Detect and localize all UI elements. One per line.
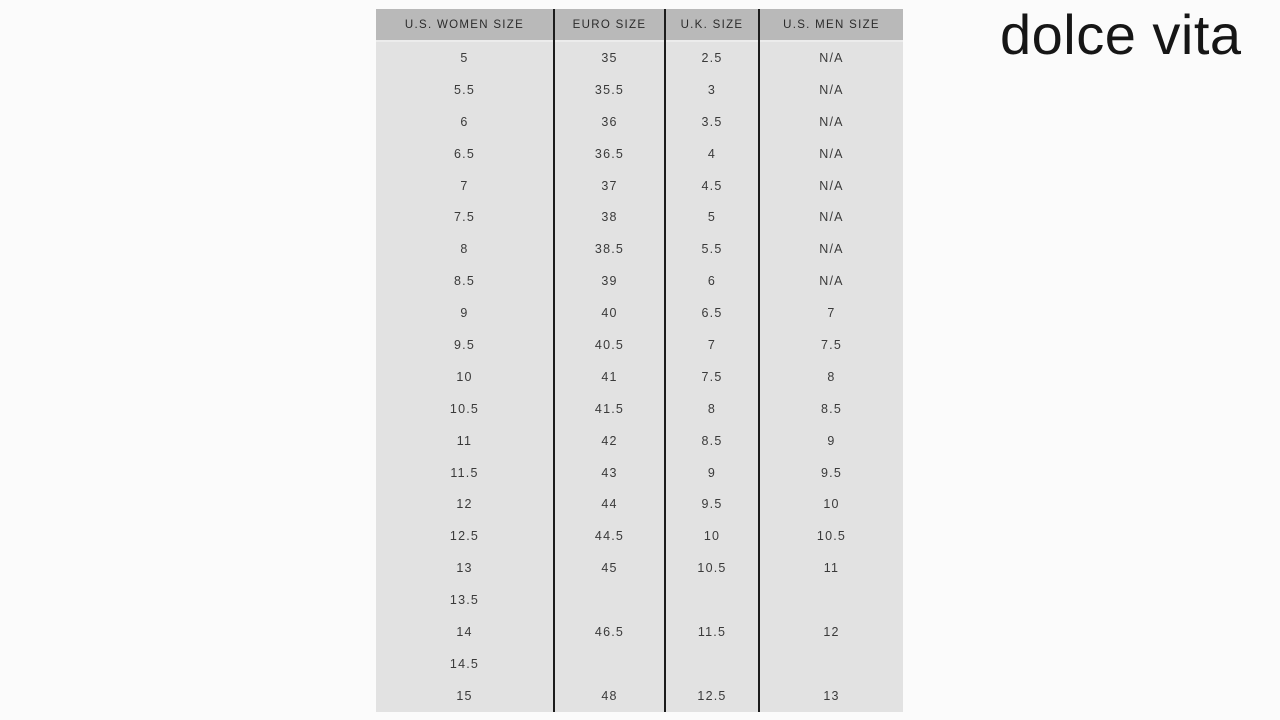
table-cell xyxy=(760,584,903,616)
table-cell xyxy=(555,648,664,680)
table-cell: 13.5 xyxy=(449,593,480,608)
table-cell: 41.5 xyxy=(594,401,625,416)
table-cell: 3 xyxy=(707,82,717,97)
table-cell: 10 xyxy=(823,497,840,512)
table-cell: 6 xyxy=(707,274,717,289)
table-cell: 10.5 xyxy=(816,529,847,544)
table-cell: 5.5 xyxy=(701,242,723,257)
table-cell: 10 xyxy=(703,529,721,544)
table-cell: 44 xyxy=(601,497,618,512)
column-header-euro-size: EURO SIZE xyxy=(555,9,664,42)
table-cell: N/A xyxy=(819,242,844,257)
table-cell: 6.5 xyxy=(454,146,475,161)
table-cell: 48 xyxy=(601,688,618,703)
table-cell: 4.5 xyxy=(701,178,723,193)
table-cell: 14.5 xyxy=(449,656,480,671)
table-cell: 10.5 xyxy=(449,401,480,416)
size-conversion-table xyxy=(376,9,903,712)
column-cells-us-women-size xyxy=(376,42,553,712)
table-cell: 8.5 xyxy=(454,274,475,289)
brand-logo: dolce vita xyxy=(1000,3,1242,66)
table-cell: 38 xyxy=(601,210,618,225)
table-cell: 7.5 xyxy=(701,369,723,384)
table-cell: 38.5 xyxy=(594,242,625,257)
table-cell: N/A xyxy=(819,210,844,225)
column-cells-us-men-size xyxy=(760,42,903,712)
table-cell: 14 xyxy=(456,624,473,639)
column-header-us-women-size: U.S. WOMEN SIZE xyxy=(376,9,553,42)
table-cell: 5.5 xyxy=(454,82,475,97)
table-cell: 36 xyxy=(601,114,618,129)
table-cell: 4 xyxy=(707,146,717,161)
table-cell: 37 xyxy=(601,178,618,193)
table-cell: 7 xyxy=(827,306,836,321)
table-cell: 5 xyxy=(460,50,469,65)
table-cell: 8.5 xyxy=(821,401,842,416)
table-cell: 8.5 xyxy=(701,433,723,448)
table-cell: 11.5 xyxy=(450,465,479,480)
table-cell: 35 xyxy=(601,50,618,65)
table-cell: 5 xyxy=(707,210,717,225)
table-cell: 12.5 xyxy=(697,688,727,703)
table-cell: 35.5 xyxy=(594,82,625,97)
table-cell: 12.5 xyxy=(449,529,480,544)
table-cell: 3.5 xyxy=(701,114,723,129)
table-cell: 40.5 xyxy=(594,337,625,352)
table-cell: N/A xyxy=(819,114,844,129)
table-cell: 9.5 xyxy=(454,337,475,352)
table-cell: 42 xyxy=(601,433,618,448)
column-header-us-men-size: U.S. MEN SIZE xyxy=(760,9,903,42)
table-cell xyxy=(555,584,664,616)
table-cell: 6 xyxy=(460,114,469,129)
table-cell: 8 xyxy=(827,369,836,384)
table-cell: N/A xyxy=(819,146,844,161)
table-cell: 9 xyxy=(827,433,836,448)
table-cell: 7.5 xyxy=(821,337,842,352)
column-cells-uk-size xyxy=(666,42,758,712)
table-cell: 7.5 xyxy=(454,210,475,225)
table-cell xyxy=(760,648,903,680)
table-cell: 36.5 xyxy=(594,146,625,161)
table-cell: 46.5 xyxy=(594,624,625,639)
column-header-uk-size: U.K. SIZE xyxy=(666,9,758,42)
table-cell: 41 xyxy=(601,369,618,384)
table-cell: 9.5 xyxy=(701,497,723,512)
table-cell: 10 xyxy=(456,369,473,384)
table-cell: 6.5 xyxy=(701,306,723,321)
table-cell: 7 xyxy=(460,178,469,193)
column-us-women-size xyxy=(376,9,553,712)
table-cell: N/A xyxy=(819,50,844,65)
table-cell: 10.5 xyxy=(697,561,727,576)
table-cell: 2.5 xyxy=(701,50,723,65)
table-cell: 9 xyxy=(707,465,717,480)
table-cell: 8 xyxy=(707,401,717,416)
table-cell: 13 xyxy=(456,561,473,576)
table-cell: 9.5 xyxy=(821,465,842,480)
table-cell: 11.5 xyxy=(697,624,727,639)
table-cell: 11 xyxy=(456,433,473,448)
table-cell: 9 xyxy=(460,306,469,321)
table-cell: N/A xyxy=(819,178,844,193)
table-cell: 12 xyxy=(456,497,473,512)
column-euro-size xyxy=(553,9,664,712)
table-cell xyxy=(666,648,758,680)
table-cell: 12 xyxy=(823,624,840,639)
table-cell xyxy=(666,584,758,616)
table-cell: 45 xyxy=(601,561,618,576)
column-cells-euro-size xyxy=(555,42,664,712)
table-cell: 44.5 xyxy=(594,529,625,544)
column-us-men-size xyxy=(758,9,903,712)
table-cell: 40 xyxy=(601,306,618,321)
table-cell: 11 xyxy=(823,561,840,576)
table-cell: N/A xyxy=(819,274,844,289)
table-cell: N/A xyxy=(819,82,844,97)
table-cell: 13 xyxy=(823,688,840,703)
column-uk-size xyxy=(664,9,758,712)
table-cell: 15 xyxy=(456,688,473,703)
table-cell: 43 xyxy=(601,465,618,480)
table-cell: 7 xyxy=(707,337,717,352)
table-cell: 39 xyxy=(601,274,618,289)
table-cell: 8 xyxy=(460,242,469,257)
